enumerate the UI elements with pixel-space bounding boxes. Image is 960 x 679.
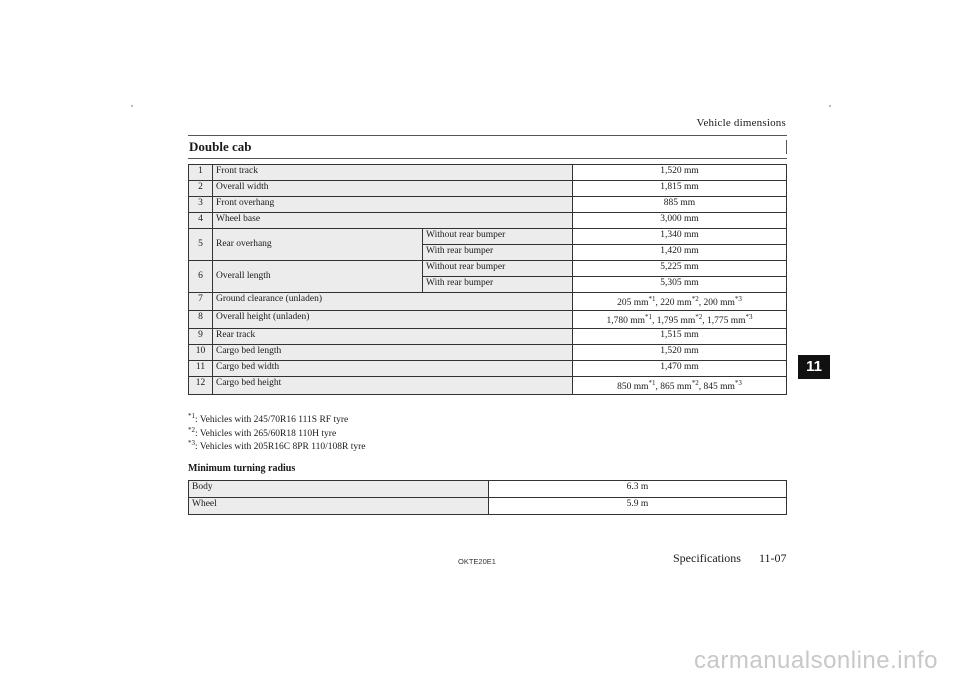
row-value: 1,515 mm [573, 329, 787, 345]
turning-radius-heading: Minimum turning radius [188, 463, 296, 474]
row-number: 5 [189, 229, 213, 261]
row-value: 1,520 mm [573, 165, 787, 181]
row-sublabel: With rear bumper [423, 245, 573, 261]
row-sublabel: Without rear bumper [423, 229, 573, 245]
row-number: 9 [189, 329, 213, 345]
watermark: carmanualsonline.info [694, 647, 938, 674]
turning-radius-table [188, 480, 787, 515]
footnote-mark: *2 [691, 378, 699, 387]
row-number: 10 [189, 345, 213, 361]
chapter-name: Specifications [673, 551, 741, 565]
table-row [189, 293, 787, 311]
row-value: 3,000 mm [573, 213, 787, 229]
row-sublabel: Without rear bumper [423, 261, 573, 277]
footnote-mark: *2 [695, 312, 703, 321]
row-label: Cargo bed length [213, 345, 573, 361]
footnote-mark: *1 [188, 411, 195, 420]
row-value: 6.3 m [489, 481, 787, 498]
row-number: 8 [189, 311, 213, 329]
row-label: Body [189, 481, 489, 498]
row-value: 5,305 mm [573, 277, 787, 293]
row-label: Wheel [189, 498, 489, 515]
row-label: Overall height (unladen) [213, 311, 573, 329]
row-value: 5,225 mm [573, 261, 787, 277]
table-row [189, 197, 787, 213]
row-value: 1,815 mm [573, 181, 787, 197]
value-part: , 1,775 mm [702, 316, 746, 326]
value-part: , 865 mm [655, 382, 692, 392]
table-row [189, 213, 787, 229]
footnote-text: : Vehicles with 205R16C 8PR 110/108R tyre [195, 442, 366, 452]
footnote-mark: *3 [734, 378, 742, 387]
row-number: 3 [189, 197, 213, 213]
table-row [189, 498, 787, 515]
row-value: 885 mm [573, 197, 787, 213]
row-sublabel: With rear bumper [423, 277, 573, 293]
document-code: OKTE20E1 [458, 557, 496, 566]
footnote-mark: *1 [648, 378, 656, 387]
footnote [188, 438, 366, 455]
row-value: 1,470 mm [573, 361, 787, 377]
row-number: 4 [189, 213, 213, 229]
row-number: 2 [189, 181, 213, 197]
table-row [189, 377, 787, 395]
row-label: Cargo bed height [213, 377, 573, 395]
value-part: , 1,795 mm [651, 316, 696, 326]
row-label: Front track [213, 165, 573, 181]
value-part: 1,780 mm [606, 316, 645, 326]
row-label: Overall length [213, 261, 423, 293]
table-row [189, 361, 787, 377]
footnote-mark: *2 [188, 425, 195, 434]
footnote-mark: *1 [648, 294, 656, 303]
value-part: , 845 mm [698, 382, 735, 392]
footnote [188, 411, 365, 428]
footnote-mark: *2 [691, 294, 699, 303]
running-header: Vehicle dimensions [696, 117, 786, 129]
row-number: 12 [189, 377, 213, 395]
row-label: Cargo bed width [213, 361, 573, 377]
chapter-tab: 11 [798, 355, 830, 379]
table-row [189, 181, 787, 197]
row-number: 11 [189, 361, 213, 377]
row-label: Wheel base [213, 213, 573, 229]
footnote-mark: *1 [644, 312, 652, 321]
row-label: Rear overhang [213, 229, 423, 261]
title-divider [786, 140, 787, 154]
row-number: 6 [189, 261, 213, 293]
table-row [189, 311, 787, 329]
row-number: 7 [189, 293, 213, 311]
value-part: , 220 mm [655, 298, 692, 308]
row-label: Front overhang [213, 197, 573, 213]
table-row [189, 481, 787, 498]
section-title [188, 135, 787, 159]
footnote-text: : Vehicles with 245/70R16 111S RF tyre [195, 415, 349, 425]
section-title-text: Double cab [189, 139, 252, 154]
row-value [573, 293, 787, 311]
footnote-text: : Vehicles with 265/60R18 110H tyre [195, 428, 337, 439]
value-part: 850 mm [617, 382, 649, 392]
row-value [573, 377, 787, 395]
footnote-mark: *3 [734, 294, 742, 303]
page-footer [673, 551, 787, 566]
dimensions-table [188, 164, 787, 395]
table-row [189, 261, 787, 277]
footnote [188, 425, 365, 442]
table-row [189, 329, 787, 345]
table-row [189, 165, 787, 181]
page-number: 11-07 [758, 551, 787, 565]
footnotes [188, 411, 366, 455]
row-value [573, 311, 787, 329]
row-label: Rear track [213, 329, 573, 345]
row-value: 1,520 mm [573, 345, 787, 361]
table-row [189, 229, 787, 245]
row-label: Ground clearance (unladen) [213, 293, 573, 311]
value-part: 205 mm [617, 298, 649, 308]
row-number: 1 [189, 165, 213, 181]
row-label: Overall width [213, 181, 573, 197]
row-value: 1,340 mm [573, 229, 787, 245]
footnote-mark: *3 [745, 312, 753, 321]
row-value: 1,420 mm [573, 245, 787, 261]
footnote-mark: *3 [188, 438, 195, 447]
crop-mark [829, 105, 831, 107]
value-part: , 200 mm [698, 298, 735, 308]
table-row [189, 345, 787, 361]
crop-mark [131, 105, 133, 107]
row-value: 5.9 m [489, 498, 787, 515]
